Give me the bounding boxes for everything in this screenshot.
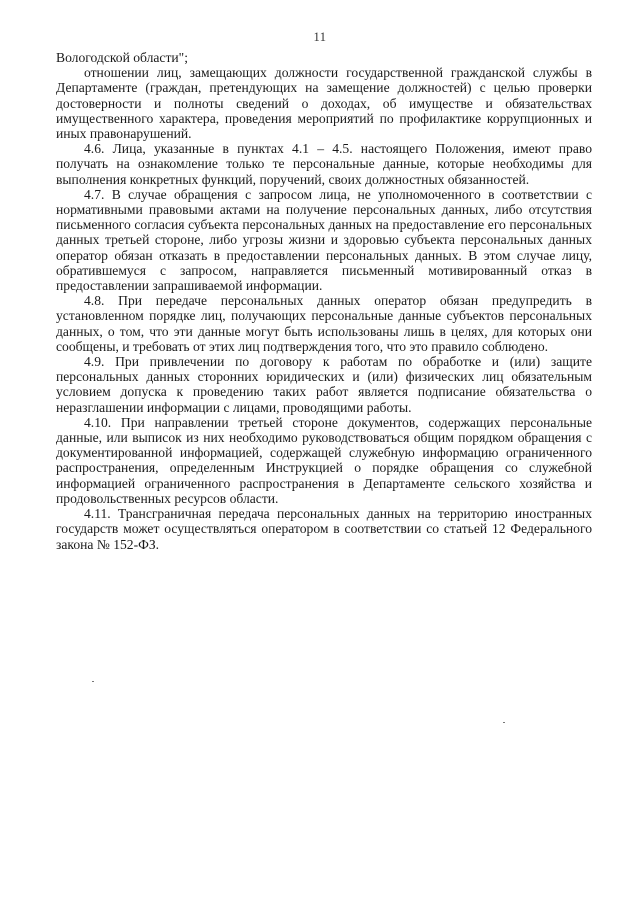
paragraph-4-11: 4.11. Трансграничная передача персональных данных на территорию иностранных государств может осуществляться оператором в соответствии со статьей 12 Федерального закона № 152-ФЗ. [56, 506, 592, 552]
paragraph-continuation-region: Вологодской области"; [56, 50, 189, 65]
paragraph-4-8: 4.8. При передаче персональных данных оператор обязан предупредить в установленном порядке лиц, получающих персональные данные субъектов персональных данных, о том, что эти данные могут быть использованы лишь в целях, для которых они сообщены, и требовать от этих лиц подтверждения того, что это правило соблюдено. [56, 293, 592, 354]
page-number: 11 [313, 30, 327, 44]
paragraph-4-7: 4.7. В случае обращения с запросом лица, не уполномоченного в соответствии с нормативными правовыми актами на получение персональных данных, либо отсутствия письменного согласия субъекта персональных данных на предоставление его персональных данных третьей стороне, либо угрозы жизни и здоровью субъекта персональных данных оператор обязан отказать в предоставлении персональных данных. В этом случае лицу, обратившемуся с запросом, направляется письменный мотивированный отказ в предоставлении запрашиваемой информации. [56, 186, 592, 294]
paragraph-4-9: 4.9. При привлечении по договору к работам по обработке и (или) защите персональных данных сторонних юридических и (или) физических лиц обязательным условием допуска к проведению таких работ является подписание обязательства о неразглашении информации с лицами, проводящими работы. [56, 354, 592, 415]
paragraph-4-10: 4.10. При направлении третьей стороне документов, содержащих персональные данные, или выписок из них необходимо руководствоваться общим порядком обращения с документированной информацией, содержащей служебную информацию ограниченного распространения, определенным Инструкцией о порядке обращения со служебной информацией ограниченного распространения в Департаменте сельского хозяйства и продовольственных ресурсов области. [56, 414, 592, 506]
scan-speck [92, 681, 94, 682]
paragraph-4-6: 4.6. Лица, указанные в пунктах 4.1 – 4.5. настоящего Положения, имеют право получать на ознакомление только те персональные данные, которые необходимы для выполнения конкретных функций, поручений, своих должностных обязанностей. [56, 141, 592, 187]
scan-speck [503, 722, 505, 723]
paragraph-item-continuation: отношении лиц, замещающих должности государственной гражданской службы в Департаменте (граждан, претендующих на замещение должностей) с целью проверки достоверности и полноты сведений о доходах, об имуществе и обязательствах имущественного характера, проведения мероприятий по профилактике коррупционных и иных правонарушений. [56, 65, 592, 142]
document-body [56, 50, 592, 552]
